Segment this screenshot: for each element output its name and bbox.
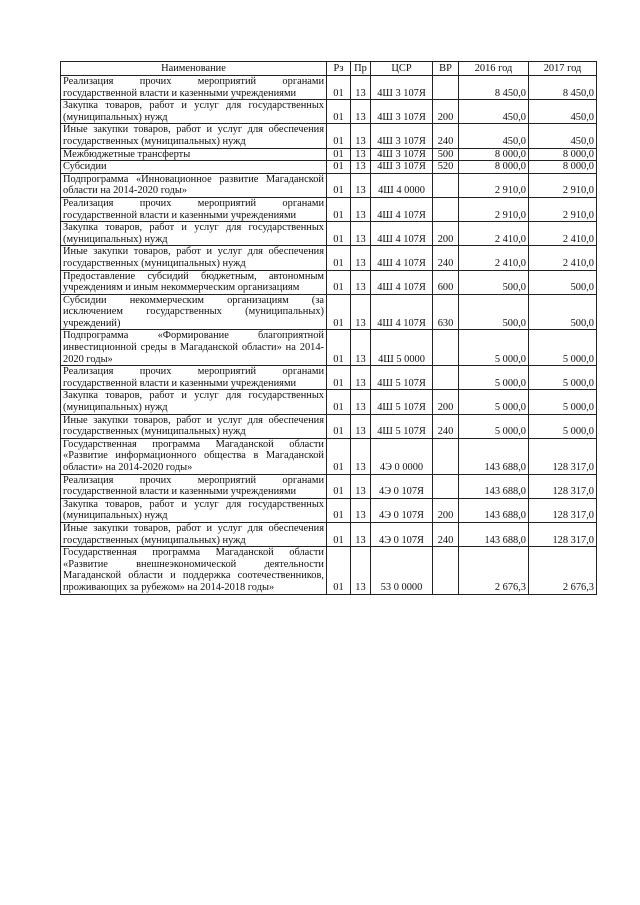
header-vr: ВР [433,62,459,76]
cell-2017: 8 450,0 [529,76,597,100]
cell-csr: 4Ш 4 107Я [371,294,433,330]
cell-2016: 2 676,3 [459,547,529,594]
table-row [61,438,597,474]
cell-csr: 4Э 0 107Я [371,522,433,546]
cell-vr [433,366,459,390]
cell-2017: 450,0 [529,100,597,124]
cell-pr: 13 [351,270,371,294]
cell-pr: 13 [351,366,371,390]
cell-rz: 01 [327,100,351,124]
cell-name: Иные закупки товаров, работ и услуг для обеспечения государственных (муниципальных) нужд [61,246,327,270]
cell-2017: 500,0 [529,270,597,294]
cell-vr [433,330,459,366]
cell-pr: 13 [351,547,371,594]
cell-pr: 13 [351,100,371,124]
cell-name: Государственная программа Магаданской области «Развитие внешнеэкономической деятельности Магаданской области и поддержка соотечественников, проживающих за рубежом» на 2014-2018 годы» [61,547,327,594]
cell-2017: 128 317,0 [529,498,597,522]
table-row [61,148,597,161]
cell-pr: 13 [351,197,371,221]
cell-vr: 240 [433,414,459,438]
cell-2017: 8 000,0 [529,148,597,161]
cell-pr: 13 [351,173,371,197]
cell-csr: 4Ш 4 107Я [371,197,433,221]
cell-rz: 01 [327,294,351,330]
cell-rz: 01 [327,414,351,438]
header-pr: Пр [351,62,371,76]
cell-csr: 4Ш 3 107Я [371,76,433,100]
cell-csr: 4Э 0 107Я [371,498,433,522]
cell-vr [433,173,459,197]
cell-vr: 200 [433,222,459,246]
cell-csr: 4Ш 5 107Я [371,366,433,390]
cell-csr: 4Ш 3 107Я [371,161,433,174]
cell-2017: 2 410,0 [529,222,597,246]
cell-pr: 13 [351,474,371,498]
cell-name: Иные закупки товаров, работ и услуг для обеспечения государственных (муниципальных) нужд [61,522,327,546]
cell-rz: 01 [327,522,351,546]
cell-csr: 4Ш 5 107Я [371,414,433,438]
cell-pr: 13 [351,390,371,414]
cell-pr: 13 [351,522,371,546]
table-row [61,522,597,546]
cell-csr: 4Ш 3 107Я [371,100,433,124]
table-row [61,161,597,174]
cell-pr: 13 [351,498,371,522]
cell-2016: 5 000,0 [459,330,529,366]
cell-csr: 4Э 0 0000 [371,438,433,474]
cell-pr: 13 [351,222,371,246]
table-row [61,124,597,148]
table-row [61,547,597,594]
table-row [61,270,597,294]
cell-2017: 2 410,0 [529,246,597,270]
cell-vr: 200 [433,498,459,522]
cell-2017: 5 000,0 [529,390,597,414]
cell-2016: 8 000,0 [459,148,529,161]
table-body [61,76,597,595]
cell-rz: 01 [327,474,351,498]
cell-name: Реализация прочих мероприятий органами государственной власти и казенными учреждениями [61,474,327,498]
cell-2016: 143 688,0 [459,438,529,474]
cell-2016: 500,0 [459,294,529,330]
cell-vr: 200 [433,100,459,124]
cell-2016: 143 688,0 [459,474,529,498]
table-row [61,330,597,366]
cell-name: Субсидии [61,161,327,174]
cell-name: Иные закупки товаров, работ и услуг для обеспечения государственных (муниципальных) нужд [61,124,327,148]
cell-name: Закупка товаров, работ и услуг для государственных (муниципальных) нужд [61,222,327,246]
cell-rz: 01 [327,173,351,197]
cell-csr: 4Ш 3 107Я [371,148,433,161]
cell-rz: 01 [327,438,351,474]
cell-name: Государственная программа Магаданской области «Развитие информационного общества в Магаданской области» на 2014-2020 годы» [61,438,327,474]
cell-rz: 01 [327,124,351,148]
cell-name: Закупка товаров, работ и услуг для государственных (муниципальных) нужд [61,100,327,124]
cell-vr [433,76,459,100]
cell-2016: 450,0 [459,100,529,124]
cell-csr: 4Ш 5 107Я [371,390,433,414]
cell-pr: 13 [351,76,371,100]
cell-vr: 200 [433,390,459,414]
cell-2016: 5 000,0 [459,390,529,414]
cell-2016: 8 450,0 [459,76,529,100]
cell-vr [433,474,459,498]
cell-pr: 13 [351,124,371,148]
cell-2017: 2 910,0 [529,173,597,197]
cell-csr: 4Э 0 107Я [371,474,433,498]
cell-vr: 500 [433,148,459,161]
cell-2016: 5 000,0 [459,414,529,438]
header-2017: 2017 год [529,62,597,76]
cell-vr: 240 [433,246,459,270]
table-row [61,294,597,330]
cell-2017: 128 317,0 [529,522,597,546]
table-row [61,222,597,246]
cell-2016: 2 410,0 [459,246,529,270]
cell-pr: 13 [351,294,371,330]
cell-2017: 5 000,0 [529,414,597,438]
cell-csr: 4Ш 5 0000 [371,330,433,366]
cell-vr: 600 [433,270,459,294]
cell-pr: 13 [351,330,371,366]
cell-pr: 13 [351,438,371,474]
cell-rz: 01 [327,222,351,246]
table-row [61,390,597,414]
header-csr: ЦСР [371,62,433,76]
cell-name: Подпрограмма «Инновационное развитие Магаданской области на 2014-2020 годы» [61,173,327,197]
cell-vr: 240 [433,522,459,546]
table-row [61,366,597,390]
cell-2017: 500,0 [529,294,597,330]
cell-2016: 8 000,0 [459,161,529,174]
table-row [61,76,597,100]
table-row [61,498,597,522]
cell-name: Реализация прочих мероприятий органами государственной власти и казенными учреждениями [61,197,327,221]
cell-2017: 2 910,0 [529,197,597,221]
table-row [61,246,597,270]
table-row [61,414,597,438]
cell-rz: 01 [327,547,351,594]
budget-table [60,61,597,595]
table-row [61,197,597,221]
cell-rz: 01 [327,246,351,270]
cell-csr: 4Ш 4 107Я [371,222,433,246]
cell-rz: 01 [327,148,351,161]
table-row [61,474,597,498]
cell-vr [433,438,459,474]
cell-pr: 13 [351,148,371,161]
cell-rz: 01 [327,76,351,100]
cell-csr: 4Ш 4 0000 [371,173,433,197]
table-header-row [61,62,597,76]
cell-csr: 53 0 0000 [371,547,433,594]
cell-2016: 143 688,0 [459,498,529,522]
cell-2017: 128 317,0 [529,474,597,498]
cell-2016: 2 910,0 [459,197,529,221]
cell-csr: 4Ш 4 107Я [371,246,433,270]
cell-name: Подпрограмма «Формирование благоприятной инвестиционной среды в Магаданской области» на 2014-2020 годы» [61,330,327,366]
cell-2016: 143 688,0 [459,522,529,546]
cell-csr: 4Ш 3 107Я [371,124,433,148]
cell-csr: 4Ш 4 107Я [371,270,433,294]
cell-name: Закупка товаров, работ и услуг для государственных (муниципальных) нужд [61,498,327,522]
cell-vr: 240 [433,124,459,148]
cell-rz: 01 [327,197,351,221]
cell-2017: 5 000,0 [529,366,597,390]
cell-2016: 500,0 [459,270,529,294]
cell-name: Межбюджетные трансферты [61,148,327,161]
cell-2017: 8 000,0 [529,161,597,174]
cell-pr: 13 [351,161,371,174]
cell-vr [433,197,459,221]
cell-2016: 450,0 [459,124,529,148]
cell-name: Реализация прочих мероприятий органами государственной власти и казенными учреждениями [61,366,327,390]
cell-2017: 450,0 [529,124,597,148]
cell-2017: 128 317,0 [529,438,597,474]
cell-name: Субсидии некоммерческим организациям (за исключением государственных (муниципальных) учреждений) [61,294,327,330]
cell-rz: 01 [327,270,351,294]
cell-2017: 5 000,0 [529,330,597,366]
cell-name: Предоставление субсидий бюджетным, автономным учреждениям и иным некоммерческим организациям [61,270,327,294]
table-row [61,100,597,124]
cell-name: Иные закупки товаров, работ и услуг для обеспечения государственных (муниципальных) нужд [61,414,327,438]
cell-vr: 630 [433,294,459,330]
cell-2016: 2 910,0 [459,173,529,197]
table-row [61,173,597,197]
cell-rz: 01 [327,390,351,414]
cell-2016: 5 000,0 [459,366,529,390]
cell-rz: 01 [327,498,351,522]
cell-name: Реализация прочих мероприятий органами государственной власти и казенными учреждениями [61,76,327,100]
header-2016: 2016 год [459,62,529,76]
cell-pr: 13 [351,246,371,270]
cell-name: Закупка товаров, работ и услуг для государственных (муниципальных) нужд [61,390,327,414]
cell-rz: 01 [327,161,351,174]
cell-vr [433,547,459,594]
header-rz: Рз [327,62,351,76]
cell-2017: 2 676,3 [529,547,597,594]
cell-rz: 01 [327,330,351,366]
cell-vr: 520 [433,161,459,174]
cell-2016: 2 410,0 [459,222,529,246]
cell-rz: 01 [327,366,351,390]
cell-pr: 13 [351,414,371,438]
header-name: Наименование [61,62,327,76]
